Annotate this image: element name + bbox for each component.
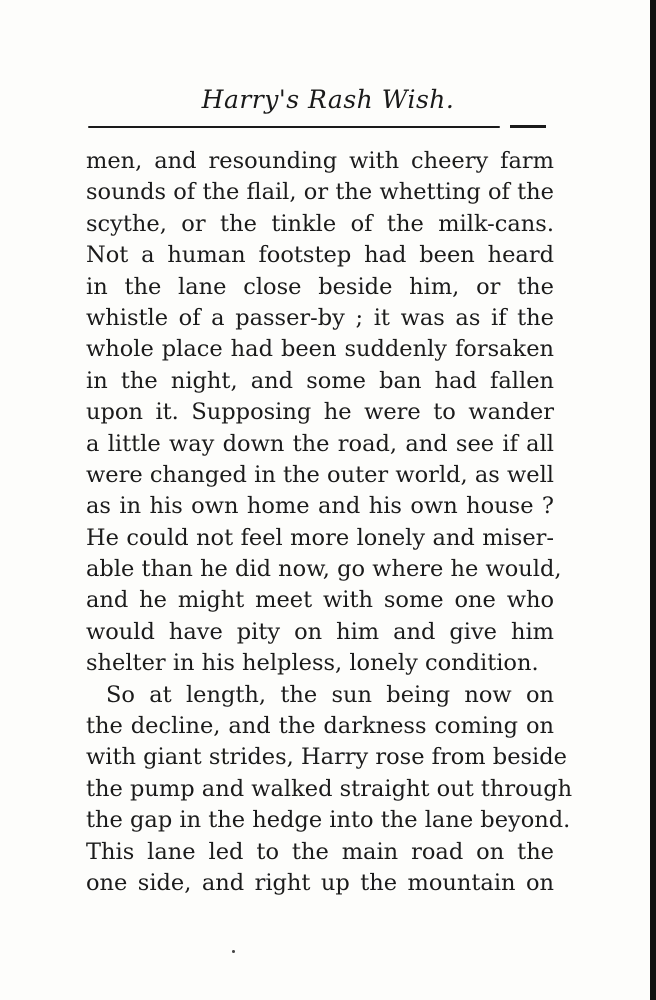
page-speck	[232, 950, 235, 953]
text-line: were changed in the outer world, as well	[86, 461, 554, 488]
page-body	[86, 146, 573, 899]
page-edge-shadow	[650, 0, 656, 1000]
text-line: would have pity on him and give him	[86, 618, 554, 645]
text-line: in the lane close beside him, or the	[86, 273, 554, 300]
text-line: scythe, or the tinkle of the milk-cans.	[86, 210, 554, 237]
text-line: He could not feel more lonely and miser-	[86, 524, 554, 551]
text-line: men, and resounding with cheery farm	[86, 148, 554, 174]
header-rule-ornament	[510, 125, 546, 128]
text-line: upon it. Supposing he were to wander	[86, 399, 554, 426]
text-line: the gap in the hedge into the lane beyond.	[86, 807, 571, 834]
text-line: Not a human footstep had been heard	[86, 242, 554, 269]
text-line: whole place had been suddenly forsaken	[86, 336, 554, 363]
text-line: a little way down the road, and see if all	[86, 430, 554, 457]
text-line: whistle of a passer-by ; it was as if the	[86, 304, 554, 331]
text-line: sounds of the flail, or the whetting of the	[86, 179, 554, 206]
text-line: one side, and right up the mountain on	[86, 869, 554, 896]
text-line: with giant strides, Harry rose from beside	[86, 744, 567, 771]
text-line: in the night, and some ban had fallen	[86, 367, 554, 394]
running-header: Harry's Rash Wish.	[201, 85, 455, 114]
text-line: the decline, and the darkness coming on	[86, 713, 554, 740]
header-rule	[88, 126, 500, 128]
text-line: the pump and walked straight out through	[86, 775, 573, 802]
text-line: and he might meet with some one who	[86, 587, 554, 614]
paragraph-start-line: So at length, the sun being now on	[106, 681, 554, 708]
text-line: able than he did now, go where he would,	[86, 556, 562, 583]
text-line: as in his own home and his own house ?	[86, 493, 554, 520]
text-line: shelter in his helpless, lonely condition.	[86, 650, 539, 677]
text-line: This lane led to the main road on the	[86, 838, 554, 865]
